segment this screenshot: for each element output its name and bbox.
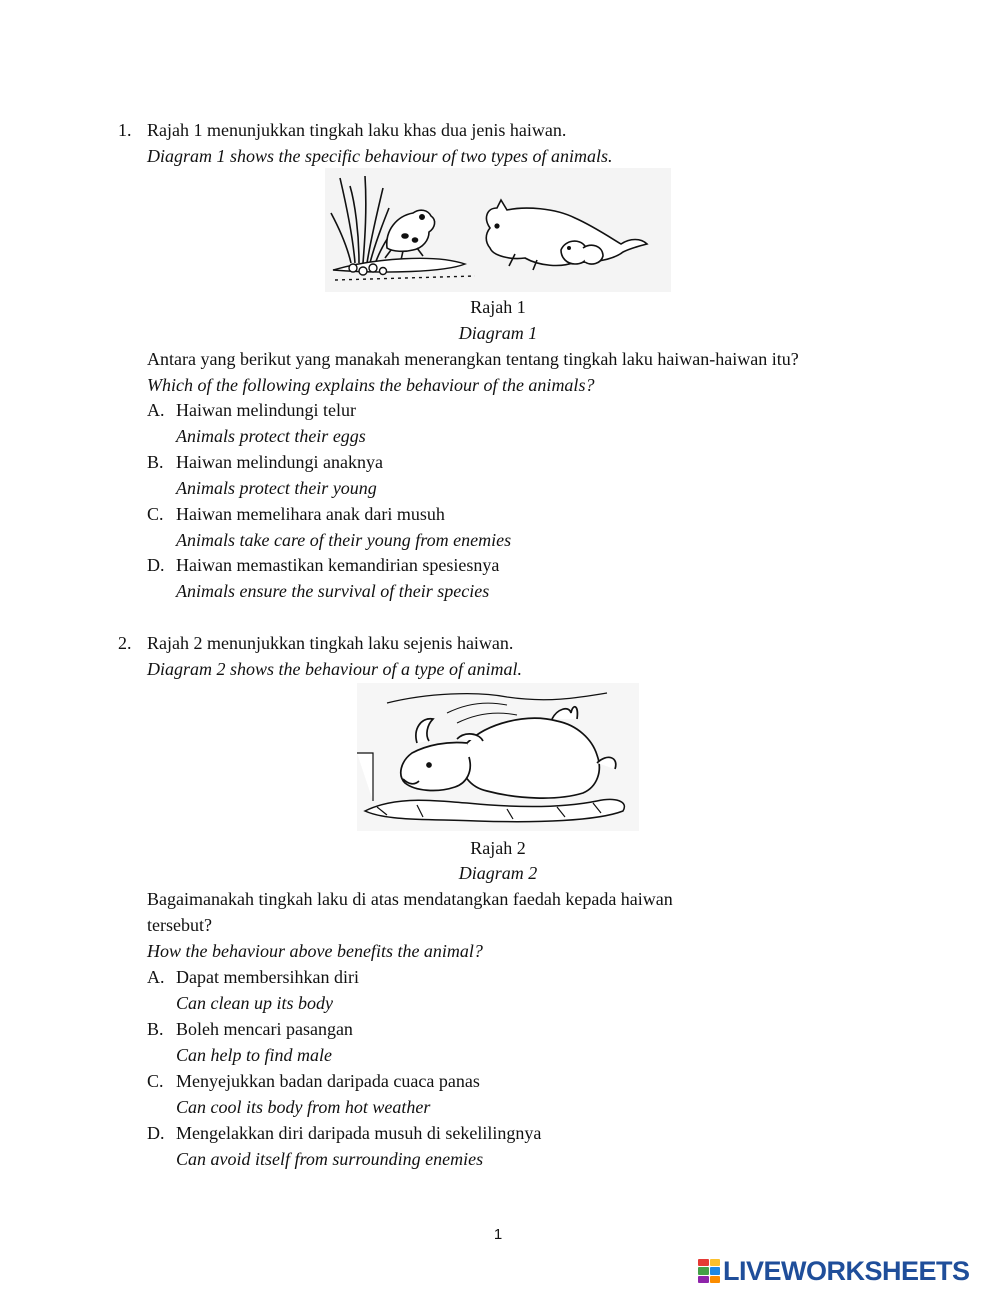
- question-2-stem-en: Diagram 2 shows the behaviour of a type of animal.: [147, 659, 522, 679]
- option-letter[interactable]: A.: [147, 967, 165, 987]
- option-text-en[interactable]: Can cool its body from hot weather: [176, 1097, 431, 1117]
- question-1-prompt-en: Which of the following explains the behaviour of the animals?: [147, 375, 595, 395]
- option-letter[interactable]: D.: [147, 1123, 165, 1143]
- question-2-number: 2.: [118, 633, 132, 653]
- question-1-stem-en: Diagram 1 shows the specific behaviour of two types of animals.: [147, 146, 613, 166]
- option-letter[interactable]: A.: [147, 400, 165, 420]
- question-1-prompt-ms: Antara yang berikut yang manakah menerangkan tentang tingkah laku haiwan-haiwan itu?: [147, 349, 799, 369]
- diagram-2-image: [357, 683, 639, 831]
- option-text-ms[interactable]: Haiwan melindungi telur: [176, 400, 356, 420]
- option-text-ms[interactable]: Boleh mencari pasangan: [176, 1019, 353, 1039]
- question-2-stem-ms: Rajah 2 menunjukkan tingkah laku sejenis haiwan.: [147, 633, 514, 653]
- option-letter[interactable]: B.: [147, 452, 164, 472]
- option-letter[interactable]: C.: [147, 1071, 164, 1091]
- diagram-1-image: [325, 168, 671, 292]
- option-text-ms[interactable]: Haiwan memelihara anak dari musuh: [176, 504, 445, 524]
- option-text-ms[interactable]: Mengelakkan diri daripada musuh di sekelilingnya: [176, 1123, 542, 1143]
- option-text-en[interactable]: Animals take care of their young from enemies: [176, 530, 512, 550]
- option-text-ms[interactable]: Haiwan melindungi anaknya: [176, 452, 383, 472]
- option-text-en[interactable]: Can avoid itself from surrounding enemies: [176, 1149, 484, 1169]
- option-text-ms[interactable]: Menyejukkan badan daripada cuaca panas: [176, 1071, 480, 1091]
- liveworksheets-icon: [698, 1259, 720, 1283]
- diagram-2-caption-en: Diagram 2: [458, 863, 538, 883]
- diagram-1-caption-en: Diagram 1: [458, 323, 538, 343]
- question-2-prompt-en: How the behaviour above benefits the animal?: [147, 941, 483, 961]
- option-text-en[interactable]: Can clean up its body: [176, 993, 333, 1013]
- question-1-stem-ms: Rajah 1 menunjukkan tingkah laku khas dua jenis haiwan.: [147, 120, 567, 140]
- liveworksheets-logo[interactable]: [698, 1257, 970, 1285]
- option-text-ms[interactable]: Haiwan memastikan kemandirian spesiesnya: [176, 555, 500, 575]
- option-text-en[interactable]: Animals protect their eggs: [176, 426, 366, 446]
- option-text-en[interactable]: Can help to find male: [176, 1045, 332, 1065]
- option-letter[interactable]: C.: [147, 504, 164, 524]
- diagram-1-caption-ms: Rajah 1: [470, 297, 526, 317]
- option-letter[interactable]: D.: [147, 555, 165, 575]
- question-2-prompt-ms-line2: tersebut?: [147, 915, 212, 935]
- option-text-en[interactable]: Animals ensure the survival of their species: [176, 581, 490, 601]
- page-number: 1: [493, 1226, 503, 1243]
- question-1-number: 1.: [118, 120, 132, 140]
- question-2-prompt-ms-line1: Bagaimanakah tingkah laku di atas mendatangkan faedah kepada haiwan: [147, 889, 673, 909]
- option-text-ms[interactable]: Dapat membersihkan diri: [176, 967, 359, 987]
- brand-name: LIVEWORKSHEETS: [723, 1255, 970, 1286]
- option-letter[interactable]: B.: [147, 1019, 164, 1039]
- diagram-2-caption-ms: Rajah 2: [470, 838, 526, 858]
- option-text-en[interactable]: Animals protect their young: [176, 478, 377, 498]
